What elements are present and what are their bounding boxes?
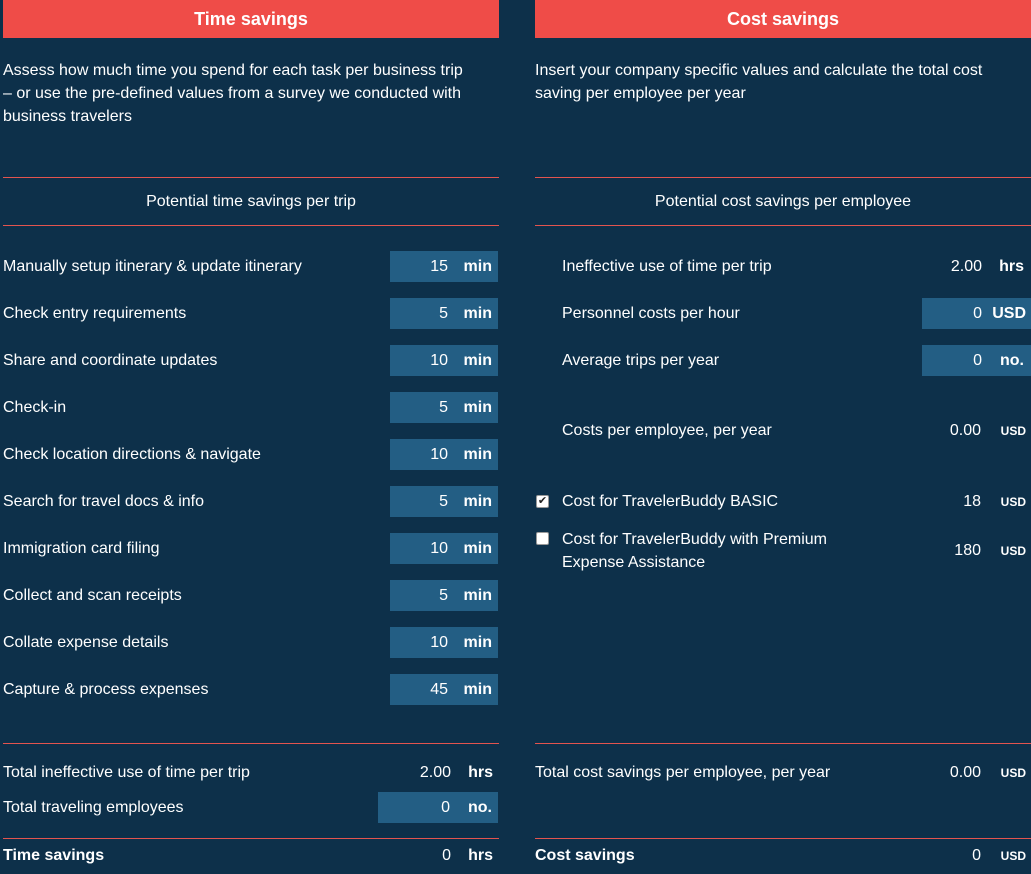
total-time-label: Total ineffective use of time per trip xyxy=(3,764,250,781)
task-label: Check entry requirements xyxy=(3,305,187,322)
average-trips-value: 0 xyxy=(973,352,982,369)
basic-plan-label: Cost for TravelerBuddy BASIC xyxy=(562,493,779,510)
cost-savings-result-value: 0 xyxy=(972,847,981,864)
time-subheader: Potential time savings per trip xyxy=(146,192,356,210)
task-minutes-input[interactable] xyxy=(390,298,498,329)
task-label: Check-in xyxy=(3,399,67,416)
task-minutes-value: 10 xyxy=(430,634,448,651)
divider xyxy=(535,225,1031,226)
task-minutes-input[interactable] xyxy=(390,674,498,705)
cost-savings-result-row xyxy=(535,840,1031,872)
average-trips-input[interactable] xyxy=(922,345,1031,376)
task-minutes-value: 5 xyxy=(439,305,448,322)
personnel-cost-input[interactable] xyxy=(922,298,1031,329)
task-row xyxy=(3,627,499,659)
task-row xyxy=(3,298,499,330)
divider xyxy=(535,743,1031,744)
task-minutes-unit: min xyxy=(463,399,492,416)
task-label: Share and coordinate updates xyxy=(3,352,218,369)
task-label: Immigration card filing xyxy=(3,540,160,557)
total-cost-unit: USD xyxy=(1000,766,1026,780)
total-employees-input[interactable] xyxy=(378,792,498,823)
cost-savings-panel xyxy=(535,0,1031,874)
task-minutes-unit: min xyxy=(463,587,492,604)
task-row xyxy=(3,533,499,565)
task-minutes-value: 45 xyxy=(430,681,448,698)
task-row xyxy=(3,486,499,518)
ineffective-time-row xyxy=(535,251,1031,283)
time-savings-header: Time savings xyxy=(3,0,499,38)
basic-plan-checkbox[interactable]: ✔ xyxy=(537,495,548,507)
task-minutes-input[interactable] xyxy=(390,439,498,470)
task-label: Check location directions & navigate xyxy=(3,446,261,463)
task-minutes-unit: min xyxy=(463,258,492,275)
intro-line: – or use the pre-defined values from a survey we conducted with xyxy=(3,85,462,102)
intro-line: Insert your company specific values and calculate the total cost xyxy=(535,62,983,79)
task-label: Collect and scan receipts xyxy=(3,587,182,604)
cost-savings-result-unit: USD xyxy=(1000,849,1026,863)
divider xyxy=(3,838,499,839)
divider xyxy=(3,743,499,744)
task-minutes-value: 5 xyxy=(439,587,448,604)
time-savings-panel xyxy=(3,0,499,874)
average-trips-unit: no. xyxy=(1000,352,1024,369)
premium-label-line: Cost for TravelerBuddy with Premium xyxy=(562,531,827,548)
ineffective-time-unit: hrs xyxy=(999,258,1024,275)
task-minutes-input[interactable] xyxy=(390,580,498,611)
task-row xyxy=(3,580,499,612)
task-minutes-input[interactable] xyxy=(390,486,498,517)
total-employees-row xyxy=(3,792,499,824)
task-minutes-value: 15 xyxy=(430,258,448,275)
intro-line: Assess how much time you spend for each task per business trip xyxy=(3,62,463,79)
costs-per-employee-value: 0.00 xyxy=(949,422,981,439)
divider xyxy=(535,838,1031,839)
task-minutes-input[interactable] xyxy=(390,533,498,564)
total-employees-unit: no. xyxy=(468,799,492,816)
task-label: Manually setup itinerary & update itinerary xyxy=(3,258,302,275)
total-time-row xyxy=(3,757,499,789)
cost-savings-result-label: Cost savings xyxy=(535,847,635,864)
divider xyxy=(3,225,499,226)
costs-per-employee-unit: USD xyxy=(1000,424,1026,438)
costs-per-employee-label: Costs per employee, per year xyxy=(562,422,772,439)
premium-plan-value: 180 xyxy=(954,542,981,559)
total-time-unit: hrs xyxy=(468,764,493,781)
personnel-cost-value: 0 xyxy=(973,305,982,322)
task-minutes-input[interactable] xyxy=(390,251,498,282)
average-trips-row xyxy=(535,345,1031,377)
total-employees-label: Total traveling employees xyxy=(3,799,184,816)
task-label: Capture & process expenses xyxy=(3,681,209,698)
time-savings-result-row xyxy=(3,840,499,872)
time-savings-result-unit: hrs xyxy=(468,847,493,864)
task-row xyxy=(3,439,499,471)
task-minutes-value: 10 xyxy=(430,352,448,369)
task-minutes-unit: min xyxy=(463,493,492,510)
premium-plan-label xyxy=(562,528,827,574)
cost-savings-header: Cost savings xyxy=(535,0,1031,38)
total-cost-row xyxy=(535,757,1031,789)
task-row xyxy=(3,674,499,706)
total-time-value: 2.00 xyxy=(419,764,451,781)
task-minutes-input[interactable] xyxy=(390,392,498,423)
cost-savings-intro xyxy=(535,59,982,105)
total-cost-value: 0.00 xyxy=(949,764,981,781)
intro-line: saving per employee per year xyxy=(535,85,746,102)
basic-plan-row xyxy=(535,486,1031,518)
basic-plan-value: 18 xyxy=(963,493,981,510)
task-minutes-value: 10 xyxy=(430,540,448,557)
costs-per-employee-row xyxy=(535,415,1031,447)
task-minutes-input[interactable] xyxy=(390,627,498,658)
task-minutes-unit: min xyxy=(463,446,492,463)
task-minutes-input[interactable] xyxy=(390,345,498,376)
personnel-cost-row xyxy=(535,298,1031,330)
premium-plan-unit: USD xyxy=(1000,544,1026,558)
personnel-cost-unit: USD xyxy=(992,305,1026,322)
average-trips-label: Average trips per year xyxy=(562,352,720,369)
time-savings-result-value: 0 xyxy=(442,847,451,864)
task-minutes-unit: min xyxy=(463,681,492,698)
premium-plan-checkbox[interactable] xyxy=(536,532,549,545)
personnel-cost-label: Personnel costs per hour xyxy=(562,305,740,322)
premium-plan-row xyxy=(535,528,1031,574)
basic-plan-unit: USD xyxy=(1000,495,1026,509)
task-label: Search for travel docs & info xyxy=(3,493,204,510)
task-minutes-unit: min xyxy=(463,634,492,651)
task-label: Collate expense details xyxy=(3,634,169,651)
task-minutes-unit: min xyxy=(463,305,492,322)
ineffective-time-value: 2.00 xyxy=(950,258,982,275)
time-savings-result-label: Time savings xyxy=(3,847,105,864)
ineffective-time-label: Ineffective use of time per trip xyxy=(562,258,772,275)
task-minutes-value: 10 xyxy=(430,446,448,463)
task-row xyxy=(3,251,499,283)
time-savings-intro xyxy=(3,59,463,128)
total-cost-label: Total cost savings per employee, per year xyxy=(535,764,831,781)
task-row xyxy=(3,345,499,377)
task-minutes-value: 5 xyxy=(439,493,448,510)
cost-subheader: Potential cost savings per employee xyxy=(654,192,912,210)
task-minutes-unit: min xyxy=(463,352,492,369)
task-minutes-unit: min xyxy=(463,540,492,557)
task-minutes-value: 5 xyxy=(439,399,448,416)
premium-label-line: Expense Assistance xyxy=(562,554,706,571)
task-row xyxy=(3,392,499,424)
total-employees-value: 0 xyxy=(441,799,450,816)
intro-line: business travelers xyxy=(3,108,132,125)
